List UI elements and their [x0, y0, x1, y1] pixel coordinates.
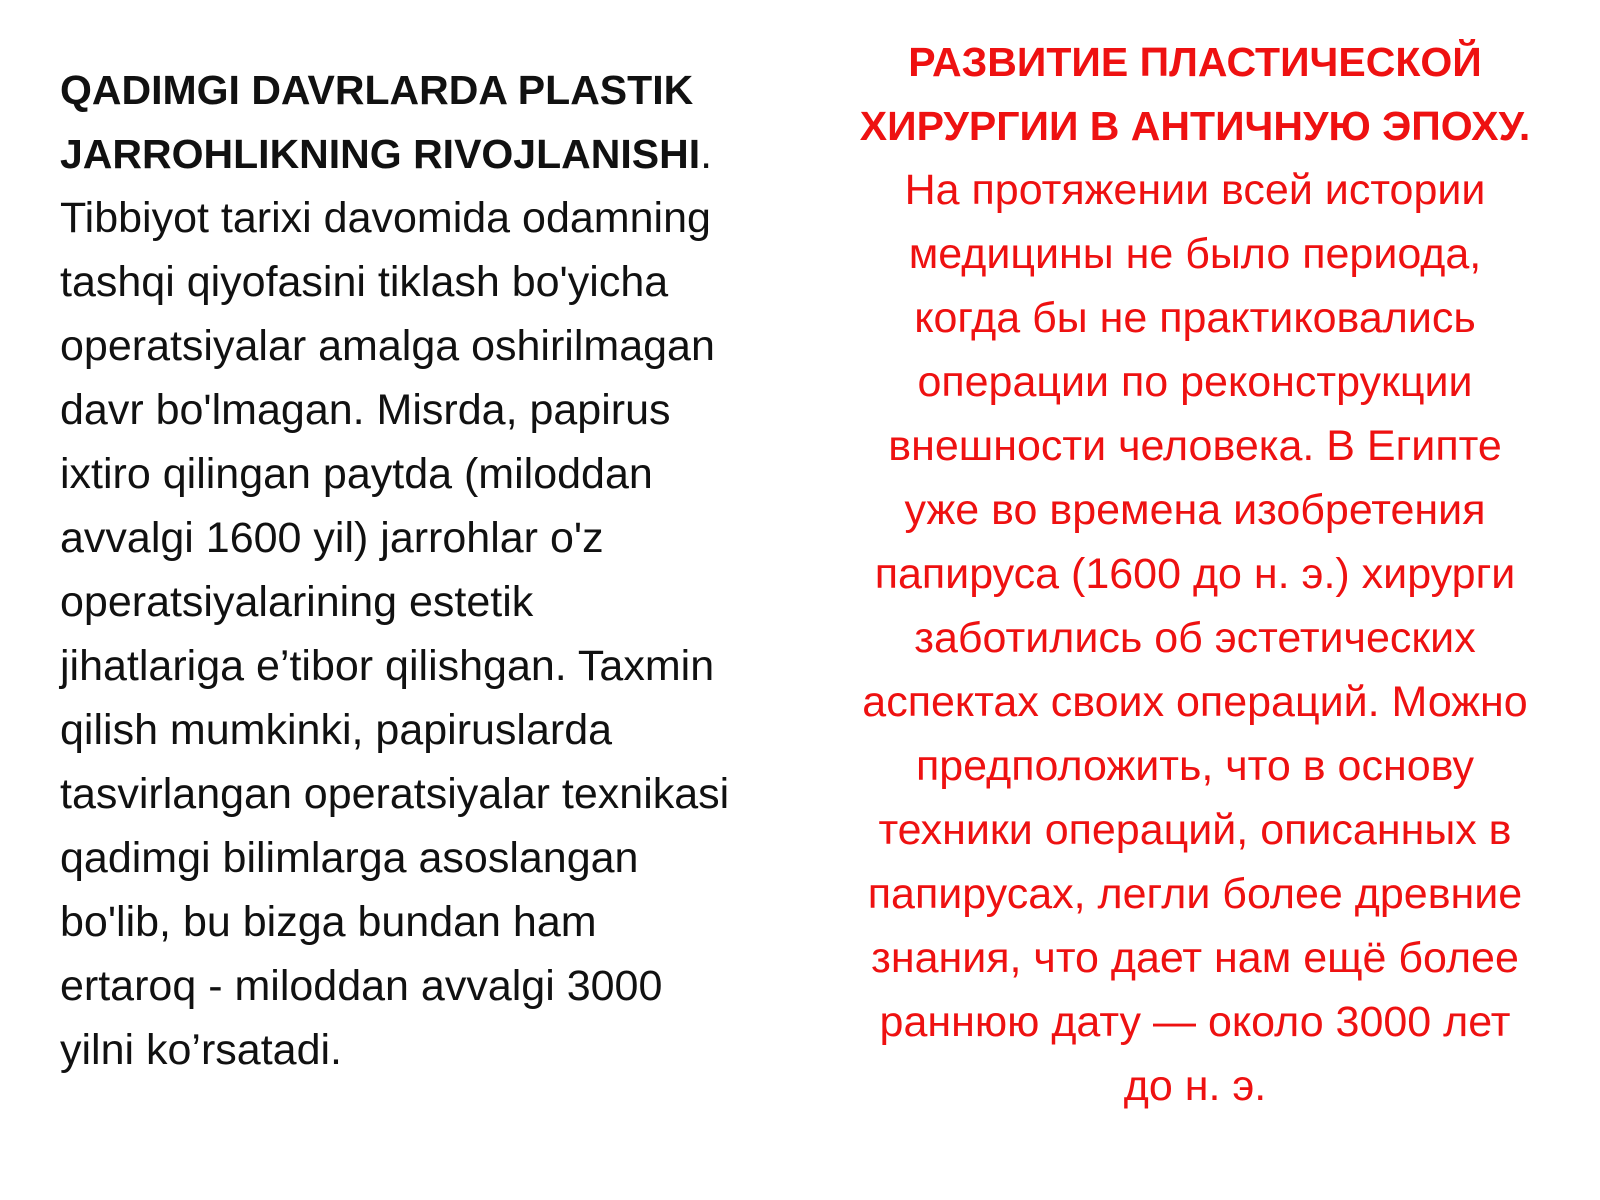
uzbek-body-line: avvalgi 1600 yil) jarrohlar o'z — [60, 514, 604, 562]
russian-body-line: предположить, что в основу — [915, 742, 1475, 790]
uzbek-body-line: tasvirlangan operatsiyalar texnikasi — [60, 770, 730, 818]
russian-body-line: уже во времена изобретения — [904, 486, 1486, 534]
russian-body-line: до н. э. — [1123, 1062, 1267, 1110]
uzbek-body-line: bo'lib, bu bizga bundan ham — [60, 898, 597, 946]
russian-body-line: операции по реконструкции — [917, 358, 1473, 406]
uzbek-text-column — [60, 58, 830, 1082]
uzbek-body-line: Tibbiyot tarixi davomida odamning — [60, 194, 711, 242]
russian-body-line: папируса (1600 до н. э.) хирурги — [874, 550, 1516, 598]
russian-body-line: медицины не было периода, — [908, 230, 1482, 278]
russian-heading-line-1: РАЗВИТИЕ ПЛАСТИЧЕСКОЙ — [908, 39, 1482, 85]
russian-heading-line-2: ХИРУРГИИ В АНТИЧНУЮ ЭПОХУ. — [859, 103, 1531, 149]
uzbek-body-line: jihatlariga e’tibor qilishgan. Taxmin — [60, 642, 715, 690]
uzbek-body-line: qadimgi bilimlarga asoslangan — [60, 834, 639, 882]
uzbek-body-line: ertaroq - miloddan avvalgi 3000 — [60, 962, 663, 1010]
russian-body-line: аспектах своих операций. Можно — [862, 678, 1528, 726]
russian-text-column — [810, 30, 1580, 1118]
russian-body-line: когда бы не практиковались — [914, 294, 1476, 342]
uzbek-body-line: operatsiyalarining estetik — [60, 578, 534, 626]
russian-body-line: знания, что дает нам ещё более — [871, 934, 1519, 982]
uzbek-body-line: qilish mumkinki, papiruslarda — [60, 706, 613, 754]
russian-body-line: техники операций, описанных в — [878, 806, 1512, 854]
uzbek-body-line: ixtiro qilingan paytda (miloddan — [60, 450, 653, 498]
uzbek-heading-period: . — [700, 130, 713, 178]
uzbek-heading-line-2: JARROHLIKNING RIVOJLANISHI. — [60, 130, 713, 178]
russian-body-line: заботились об эстетических — [914, 614, 1476, 662]
uzbek-body-line: davr bo'lmagan. Misrda, papirus — [60, 386, 671, 434]
uzbek-heading-line-1: QADIMGI DAVRLARDA PLASTIK — [60, 67, 694, 113]
uzbek-body-line: yilni ko’rsatadi. — [60, 1026, 342, 1074]
russian-body-line: На протяжении всей истории — [904, 166, 1486, 214]
russian-body-line: папирусах, легли более древние — [867, 870, 1523, 918]
uzbek-body-line: tashqi qiyofasini tiklash bo'yicha — [60, 258, 669, 306]
uzbek-body-line: operatsiyalar amalga oshirilmagan — [60, 322, 715, 370]
russian-body-line: внешности человека. В Египте — [888, 422, 1502, 470]
russian-body-line: раннюю дату — около 3000 лет — [879, 998, 1511, 1046]
